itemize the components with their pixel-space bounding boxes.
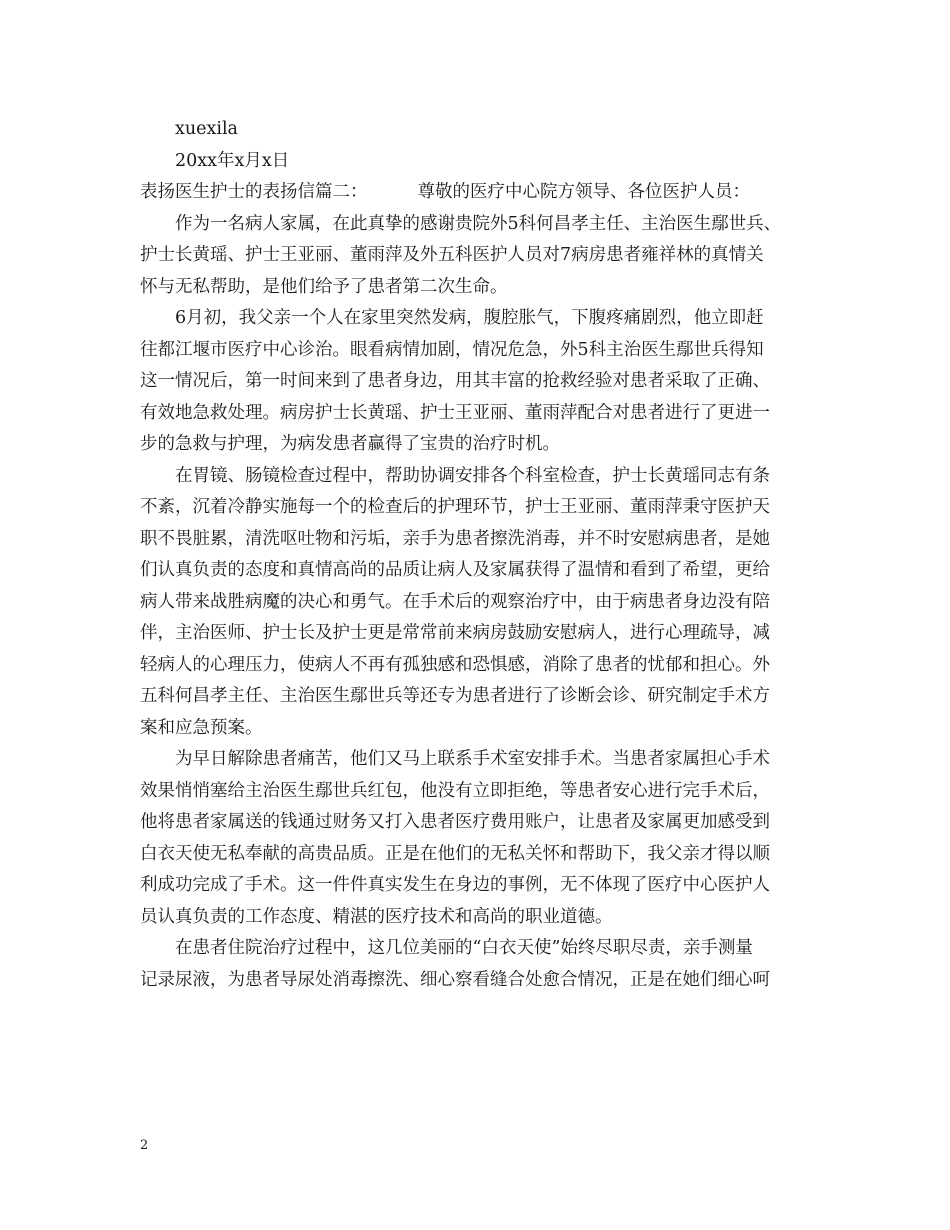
paragraph-line: 案和应急预案。: [140, 717, 263, 738]
paragraph-line: 护士长黄瑶、护士王亚丽、董雨萍及外五科医护人员对7病房患者雍祥林的真情关: [140, 245, 764, 265]
paragraph-line: 步的急救与护理，为病发患者赢得了宝贵的治疗时机。: [140, 434, 560, 454]
letter-paragraphs: [140, 210, 820, 996]
date-line: 20xx年x月x日: [175, 150, 290, 171]
paragraph-line: 们认真负责的态度和真情高尚的品质让病人及家属获得了温情和看到了希望，更给: [140, 560, 770, 580]
paragraph-line: 为早日解除患者痛苦，他们又马上联系手术室安排手术。当患者家属担心手术: [175, 749, 770, 769]
paragraph-line: 病人带来战胜病魔的决心和勇气。在手术后的观察治疗中，由于病患者身边没有陪: [140, 591, 770, 612]
salutation: 尊敬的医疗中心院方领导、各位医护人员：: [417, 182, 750, 202]
paragraph-line: 怀与无私帮助，是他们给予了患者第二次生命。: [140, 276, 508, 297]
paragraph-line: 在胃镜、肠镜检查过程中，帮助协调安排各个科室检查，护士长黄瑶同志有条: [175, 465, 770, 486]
paragraph-line: 轻病人的心理压力，使病人不再有孤独感和恐惧感，消除了患者的忧郁和担心。外: [140, 654, 770, 675]
paragraph-line: 效果悄悄塞给主治医生鄢世兵红包，他没有立即拒绝，等患者安心进行完手术后，: [140, 780, 770, 801]
paragraph-line: 记录尿液，为患者导尿处消毒擦洗、细心察看缝合处愈合情况，正是在她们细心呵: [140, 969, 770, 990]
paragraph-line: 在患者住院治疗过程中，这几位美丽的“白衣天使”始终尽职尽责，亲手测量: [175, 938, 753, 958]
paragraph-line: 往都江堰市医疗中心诊治。眼看病情加剧，情况危急，外5科主治医生鄢世兵得知: [140, 339, 764, 360]
page-number: 2: [140, 1138, 149, 1153]
paragraph-line: 利成功完成了手术。这一件件真实发生在身边的事例，无不体现了医疗中心医护人: [140, 875, 770, 895]
paragraph-line: 他将患者家属送的钱通过财务又打入患者医疗费用账户，让患者及家属更加感受到: [140, 812, 770, 832]
paragraph-line: 6月初，我父亲一个人在家里突然发病，腹腔胀气，下腹疼痛剧烈，他立即赶: [175, 308, 764, 328]
paragraph-line: 不紊，沉着冷静实施每一个的检查后的护理环节，护士王亚丽、董雨萍秉守医护天: [140, 497, 770, 517]
paragraph-line: 五科何昌孝主任、主治医生鄢世兵等还专为患者进行了诊断会诊、研究制定手术方: [140, 686, 770, 706]
paragraph-line: 这一情况后，第一时间来到了患者身边，用其丰富的抢救经验对患者采取了正确、: [140, 371, 770, 391]
section-title: 表扬医生护士的表扬信篇二：: [140, 182, 368, 202]
paragraph-line: 白衣天使无私奉献的高贵品质。正是在他们的无私关怀和帮助下，我父亲才得以顺: [140, 843, 770, 864]
sender-line: xuexila: [175, 119, 238, 139]
paragraph-line: 伴，主治医师、护士长及护士更是常常前来病房鼓励安慰病人，进行心理疏导，减: [140, 623, 770, 643]
document-body: [140, 115, 820, 995]
paragraph-line: 员认真负责的工作态度、精湛的医疗技术和高尚的职业道德。: [140, 906, 613, 927]
paragraph-line: 作为一名病人家属，在此真挚的感谢贵院外5科何昌孝主任、主治医生鄢世兵、: [175, 213, 782, 234]
paragraph-line: 有效地急救处理。病房护士长黄瑶、护士王亚丽、董雨萍配合对患者进行了更进一: [140, 402, 770, 423]
section-heading: [140, 178, 820, 208]
paragraph-line: 职不畏脏累，清洗呕吐物和污垢，亲手为患者擦洗消毒，并不时安慰病患者，是她: [140, 528, 770, 549]
